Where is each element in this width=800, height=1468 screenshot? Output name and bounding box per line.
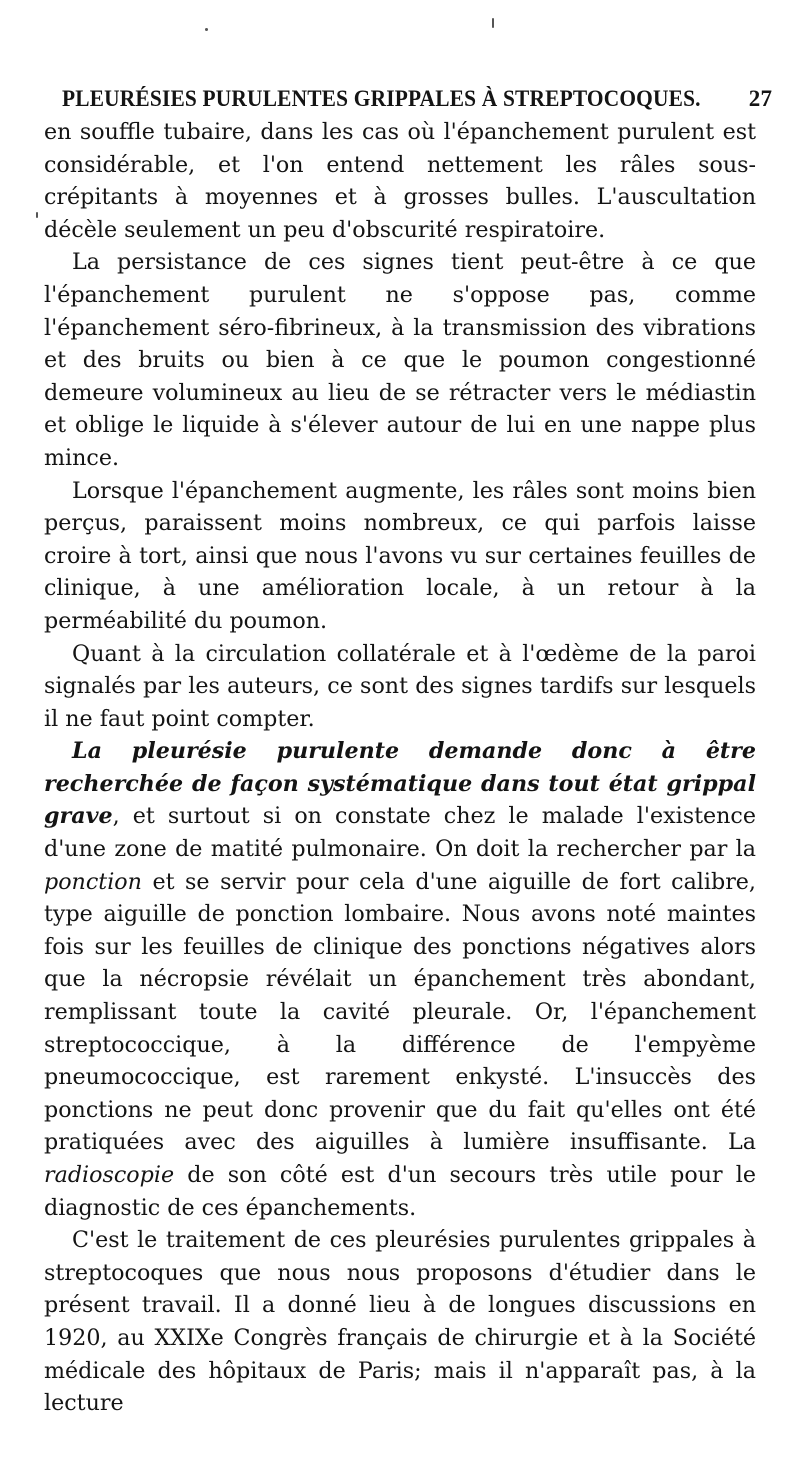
- text-run: C'est le traitement de ces pleurésies purulentes grippales à streptocoques que nous nous proposons d'étudier dans le présent travail. Il a donné lieu à de longues discussions en 1920, au XXIXe Congrès français de chirurgie et à la Société médicale des hôpitaux de Paris; mais il n'apparaît pas, à la lecture: [44, 1227, 756, 1417]
- text-run: Quant à la circulation collatérale et à l'œdème de la paroi signalés par les auteurs, ce sont des signes tardifs sur lesquels il ne faut point compter.: [44, 640, 756, 732]
- paragraph: [44, 475, 756, 638]
- running-header: [62, 86, 773, 112]
- paragraph: [44, 735, 756, 1224]
- paragraph: [44, 246, 756, 474]
- body-text: [44, 116, 756, 1420]
- paragraph: [44, 1224, 756, 1420]
- document-page: [44, 86, 773, 1420]
- scan-speck: [205, 28, 208, 31]
- text-run: et se servir pour cela d'une aiguille de fort calibre, type aiguille de ponction lombaire. Nous avons noté maintes fois sur les feuilles de clinique des ponctions négatives alors que la nécropsie révélait un épanchement très abondant, remplissant toute la cavité pleurale. Or, l'épanchement streptococcique, à la différence de l'empyème pneumococcique, est rarement enkysté. L'insuccès des ponctions ne peut donc provenir que du fait qu'elles ont été pratiquées avec des aiguilles à lumière insuffisante. La: [44, 868, 756, 1156]
- text-run: , et surtout si on constate chez le malade l'existence d'une zone de matité pulmonaire. On doit la rechercher par la: [44, 803, 756, 863]
- text-run: en souffle tubaire, dans les cas où l'épanchement purulent est considérable, et l'on entend nettement les râles sous-crépitants à moyennes et à grosses bulles. L'auscultation décèle seulement un peu d'obscurité respiratoire.: [44, 119, 756, 243]
- emphasis-run: radioscopie: [44, 1162, 175, 1188]
- paragraph: [44, 116, 756, 246]
- running-title: PLEURÉSIES PURULENTES GRIPPALES À STREPTOCOQUES.: [62, 86, 701, 111]
- text-run: La persistance de ces signes tient peut-être à ce que l'épanchement purulent ne s'oppose pas, comme l'épanchement séro-fibrineux, à la transmission des vibrations et des bruits ou bien à ce que le poumon congestionné demeure volumineux au lieu de se rétracter vers le médiastin et oblige le liquide à s'élever autour de lui en une nappe plus mince.: [44, 249, 756, 471]
- emphasis-run: ponction: [44, 868, 142, 895]
- emphasis-run: La pleurésie purulente demande donc à être recherchée de façon systématique dans tout état grippal grave: [44, 738, 756, 830]
- scan-speck: [492, 18, 494, 28]
- scan-speck: [36, 212, 38, 218]
- paragraph: [44, 638, 756, 736]
- text-run: de son côté est d'un secours très utile pour le diagnostic de ces épanchements.: [44, 1162, 756, 1221]
- page-number: 27: [748, 86, 773, 111]
- text-run: Lorsque l'épanchement augmente, les râles sont moins bien perçus, paraissent moins nombreux, ce qui parfois laisse croire à tort, ainsi que nous l'avons vu sur certaines feuilles de clinique, à une amélioration locale, à un retour à la perméabilité du poumon.: [44, 477, 756, 634]
